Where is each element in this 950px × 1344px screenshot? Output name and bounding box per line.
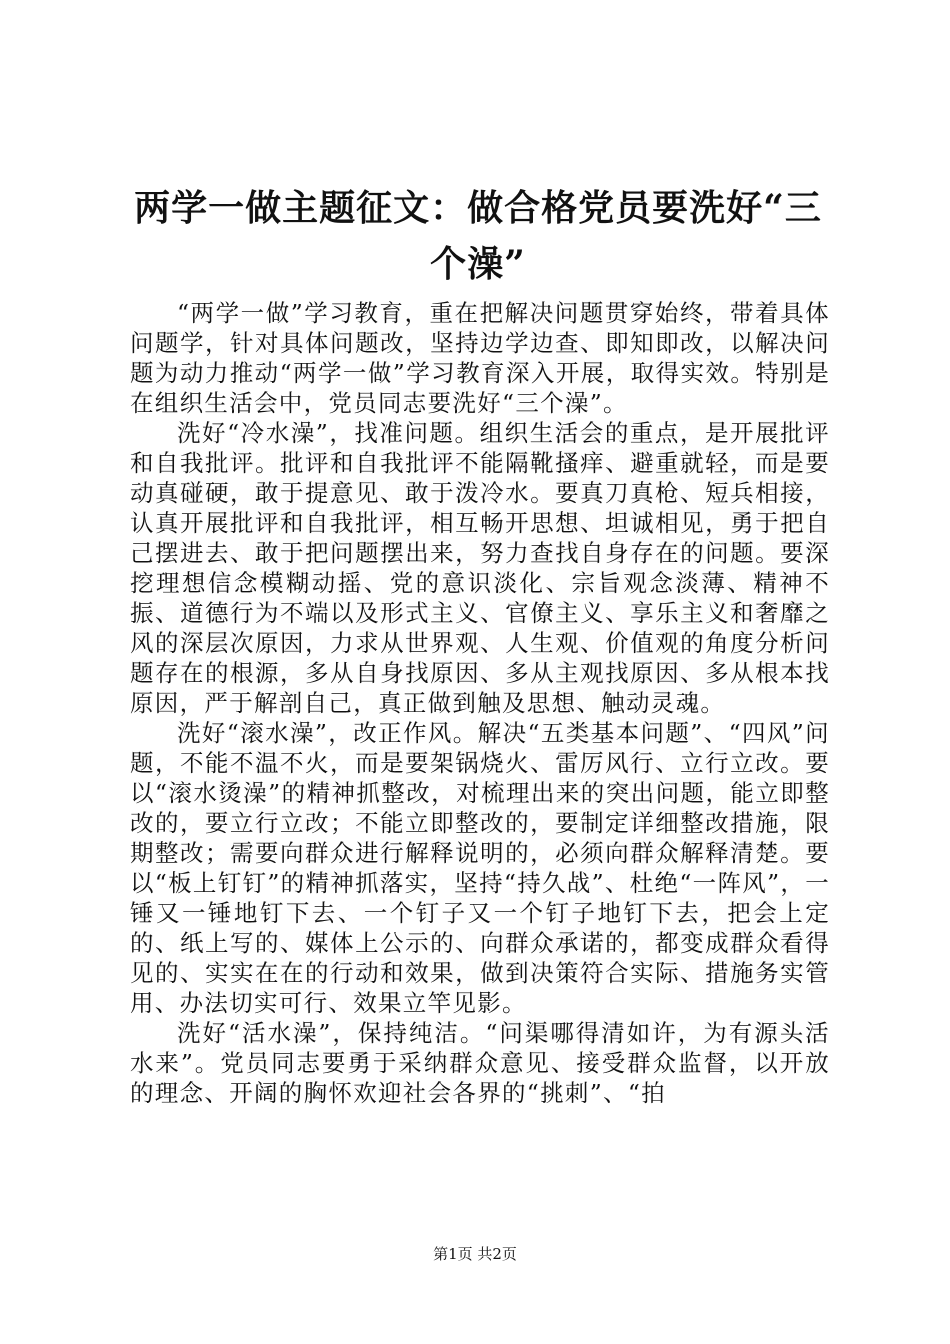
page-number-footer: 第1页 共2页 — [433, 1245, 517, 1263]
paragraph-hot-water: 洗好“滚水澡”，改正作风。解决“五类基本问题”、“四风”问题，不能不温不火，而是要架锅烧火、雷厉风行、立行立改。要以“滚水烫澡”的精神抓整改，对梳理出来的突出问题，能立即整改的，要立行立改；不能立即整改的，要制定详细整改措施，限期整改；需要向群众进行解释说明的，必须向群众解释清楚。要以“板上钉钉”的精神抓落实，坚持“持久战”、杜绝“一阵风”，一锤又一锤地钉下去、一个钉子又一个钉子地钉下去，把会上定的、纸上写的、媒体上公示的、向群众承诺的，都变成群众看得见的、实实在在的行动和效果，做到决策符合实际、措施务实管用、办法切实可行、效果立竿见影。 — [130, 719, 830, 1017]
paragraph-living-water: 洗好“活水澡”，保持纯洁。“问渠哪得清如许，为有源头活水来”。党员同志要勇于采纳群众意见、接受群众监督，以开放的理念、开阔的胸怀欢迎社会各界的“挑刺”、“拍 — [130, 1019, 830, 1107]
paragraph-cold-water: 洗好“冷水澡”，找准问题。组织生活会的重点，是开展批评和自我批评。批评和自我批评不能隔靴搔痒、避重就轻，而是要动真碰硬，敢于提意见、敢于泼冷水。要真刀真枪、短兵相接，认真开展批评和自我批评，相互畅开思想、坦诚相见，勇于把自己摆进去、敢于把问题摆出来，努力查找自身存在的问题。要深挖理想信念模糊动摇、党的意识淡化、宗旨观念淡薄、精神不振、道德行为不端以及形式主义、官僚主义、享乐主义和奢靡之风的深层次原因，力求从世界观、人生观、价值观的角度分析问题存在的根源，多从自身找原因、多从主观找原因、多从根本找原因，严于解剖自己，真正做到触及思想、触动灵魂。 — [130, 419, 830, 717]
paragraph-intro: “两学一做”学习教育，重在把解决问题贯穿始终，带着具体问题学，针对具体问题改，坚持边学边查、即知即改，以解决问题为动力推动“两学一做”学习教育深入开展，取得实效。特别是在组织生活会中，党员同志要洗好“三个澡”。 — [130, 299, 830, 417]
document-body — [130, 298, 830, 1108]
document-title: 两学一做主题征文：做合格党员要洗好“三个澡” — [134, 187, 822, 285]
